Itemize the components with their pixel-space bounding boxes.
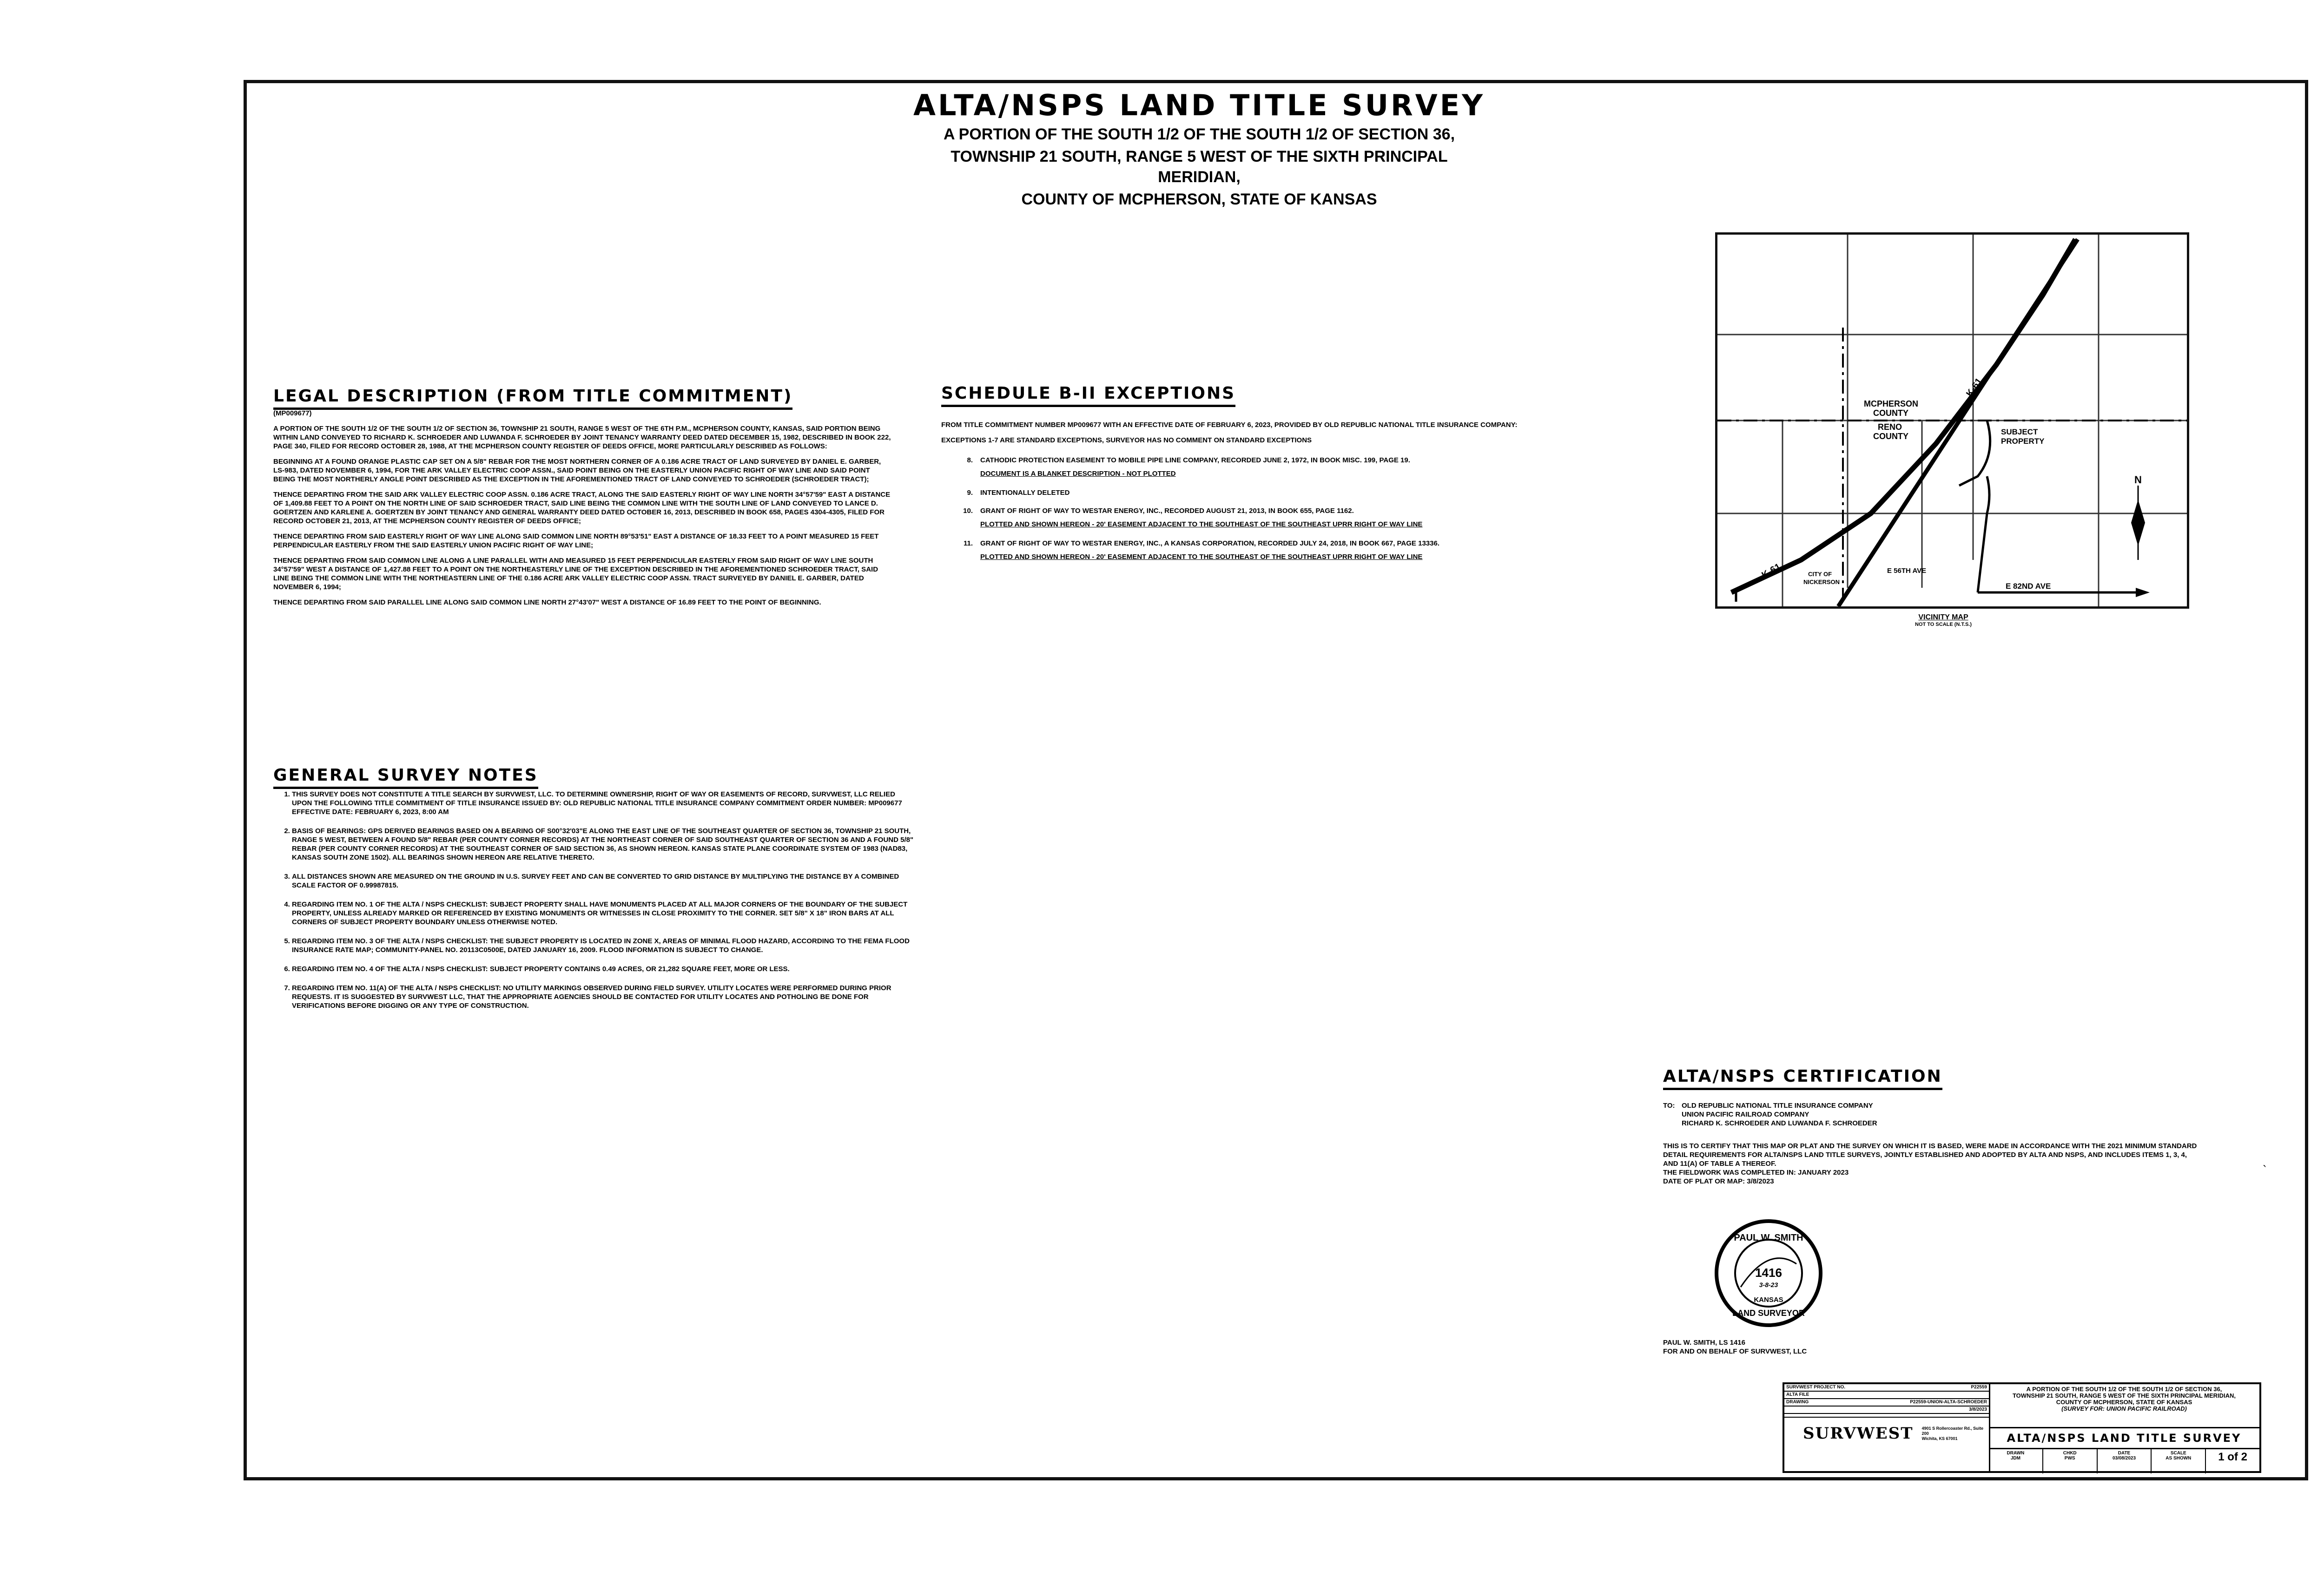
exception-num: 10.	[963, 507, 973, 515]
surveyor-seal	[1713, 1217, 1824, 1329]
exception-num: 11.	[963, 539, 973, 547]
company-address: 4901 S Rollercoaster Rd., Suite 200 Wichita, KS 67001	[1921, 1426, 1984, 1441]
legal-paragraph: BEGINNING AT A FOUND ORANGE PLASTIC CAP SET ON A 5/8" REBAR FOR THE MOST NORTHERN CORNER OF A 0.186 ACRE TRACT OF LAND SURVEYED BY DANIEL E. GARBER, LS-983, DATED NOVEMBER 6, 1994, FOR THE ARK VALLEY ELECTRIC COOP ASSN., SAID POINT BEING ON THE EASTERLY UNION PACIFIC RIGHT OF WAY LINE AND SAID POINT BEING THE MOST NORTHERLY ANGLE POINT DESCRIBED AS THE EXCEPTION IN THE AFOREMENTIONED TRACT OF LAND CONVEYED TO SCHROEDER (SCHROEDER TRACT);	[273, 458, 881, 483]
note-item: 4. REGARDING ITEM NO. 1 OF THE ALTA / NSPS CHECKLIST: SUBJECT PROPERTY SHALL HAVE MONUMENTS PLACED AT ALL MAJOR CORNERS OF THE BOUNDARY OF THE SUBJECT PROPERTY, UNLESS ALREADY MARKED OR REFERENCED BY EXISTING MONUMENTS OR WITNESSES IN CLOSE PROXIMITY TO THE CORNER. SET 5/8" X 18" IRON BARS AT ALL CORNERS OF SUBJECT PROPERTY BOUNDARY UNLESS OTHERWISE NOTED.	[292, 900, 915, 927]
map-label-k61-south: K-61	[1760, 561, 1783, 581]
tb-scale	[2152, 1449, 2206, 1473]
legal-description	[273, 409, 891, 613]
note-item: 5. REGARDING ITEM NO. 3 OF THE ALTA / NSPS CHECKLIST: THE SUBJECT PROPERTY IS LOCATED IN ZONE X, AREAS OF MINIMAL FLOOD HAZARD, ACCORDING TO THE FEMA FLOOD INSURANCE RATE MAP; COMMUNITY-PANEL NO. 20113C0500E, DATED JANUARY 16, 2009. FLOOD INFORMATION IS SUBJECT TO CHANGE.	[292, 937, 915, 954]
map-label-82nd: E 82ND AVE	[2006, 582, 2051, 591]
schedule-heading: SCHEDULE B-II EXCEPTIONS	[941, 384, 1235, 407]
tb-description	[1989, 1384, 2259, 1428]
seal-date: 3-8-23	[1759, 1281, 1778, 1288]
cert-to-label: TO:	[1663, 1102, 1675, 1110]
north-arrow-icon	[2131, 486, 2145, 560]
tb-title: ALTA/NSPS LAND TITLE SURVEY	[1989, 1428, 2259, 1449]
stray-mark: `	[2263, 1163, 2267, 1177]
tb-row4-value: 3/8/2023	[1969, 1407, 1987, 1412]
title-block-right	[1989, 1384, 2259, 1471]
legal-paragraph: THENCE DEPARTING FROM THE SAID ARK VALLEY ELECTRIC COOP ASSN. 0.186 ACRE TRACT, ALONG THE SAID EASTERLY RIGHT OF WAY LINE NORTH 34°57'59" EAST A DISTANCE OF 1,409.88 FEET TO A POINT ON THE NORTH LINE OF SAID SCHROEDER TRACT, SAID LINE BEING THE COMMON LINE WITH THE SOUTH LINE OF LAND CONVEYED TO LANCE D. GOERTZEN AND KARLENE A. GOERTZEN BY JOINT TENANCY AND GENERAL WARRANTY DEED DATED OCTOBER 16, 2013, DESCRIBED IN BOOK 658, PAGES 4304-4305, FILED FOR RECORD OCTOBER 21, 2013, AT THE MCPHERSON COUNTY REGISTER OF DEEDS OFFICE;	[273, 491, 891, 525]
tb-drawn	[1989, 1449, 2043, 1473]
note-item: 6. REGARDING ITEM NO. 4 OF THE ALTA / NSPS CHECKLIST: SUBJECT PROPERTY CONTAINS 0.49 ACRES, OR 21,282 SQUARE FEET, MORE OR LESS.	[292, 965, 915, 973]
tb-desc-line: A PORTION OF THE SOUTH 1/2 OF THE SOUTH 1/2 OF SECTION 36,	[2026, 1386, 2222, 1393]
company-name: SURVWEST	[1803, 1424, 1914, 1443]
certification-heading: ALTA/NSPS CERTIFICATION	[1663, 1067, 1942, 1090]
tb-scale-label: SCALE	[2170, 1451, 2186, 1456]
cert-recipient: RICHARD K. SCHROEDER AND LUWANDA F. SCHROEDER	[1682, 1119, 1877, 1127]
vicinity-map-scale: NOT TO SCALE (N.T.S.)	[1915, 622, 1972, 627]
tb-file-label: ALTA FILE	[1786, 1392, 1809, 1397]
cert-recipient: OLD REPUBLIC NATIONAL TITLE INSURANCE COMPANY	[1682, 1102, 1873, 1110]
map-label-k61: K-61	[1964, 376, 1984, 399]
exception-note: DOCUMENT IS A BLANKET DESCRIPTION - NOT PLOTTED	[980, 470, 1176, 478]
tb-drawing-value: P22559-UNION-ALTA-SCHROEDER	[1910, 1400, 1987, 1405]
exception-text: GRANT OF RIGHT OF WAY TO WESTAR ENERGY, INC., RECORDED AUGUST 21, 2013, IN BOOK 655, PAGE 1162.	[980, 507, 1354, 515]
tb-date-value: 03/08/2023	[2112, 1456, 2136, 1461]
note-item: 7. REGARDING ITEM NO. 11(A) OF THE ALTA / NSPS CHECKLIST: NO UTILITY MARKINGS OBSERVED DURING FIELD SURVEY. UTILITY LOCATES WERE PERFORMED DURING PRIOR REQUESTS. IT IS SUGGESTED BY SURVWEST LLC, THAT THE APPROPRIATE AGENCIES SHOULD BE CONTACTED FOR UTILITY LOCATES AND POTHOLING BE DONE FOR VERIFICATIONS BEFORE DIGGING OR ANY TYPE OF CONSTRUCTION.	[292, 984, 915, 1010]
exception-note: PLOTTED AND SHOWN HEREON - 20' EASEMENT ADJACENT TO THE SOUTHEAST OF THE SOUTHEAST UPRR RIGHT OF WAY LINE	[980, 553, 1423, 561]
map-label-property: PROPERTY	[2001, 437, 2045, 446]
seal-name: PAUL W. SMITH	[1734, 1233, 1803, 1243]
legal-paragraph: THENCE DEPARTING FROM SAID PARALLEL LINE ALONG SAID COMMON LINE NORTH 27°43'07" WEST A DISTANCE OF 16.89 FEET TO THE POINT OF BEGINNING.	[273, 598, 821, 606]
map-label-city: CITY OF	[1808, 571, 1832, 578]
legal-paragraph: A PORTION OF THE SOUTH 1/2 OF THE SOUTH 1/2 OF SECTION 36, TOWNSHIP 21 SOUTH, RANGE 5 WEST OF THE 6TH P.M., MCPHERSON COUNTY, KANSAS, SAID PORTION BEING WITHIN LAND CONVEYED TO RICHARD K. SCHROEDER AND LUWANDA F. SCHROEDER BY JOINT TENANCY WARRANTY DEED DATED DECEMBER 15, 1982, DESCRIBED IN BOOK 222, PAGE 340, FILED FOR RECORD OCTOBER 28, 1988, AT THE MCPHERSON COUNTY REGISTER OF DEEDS OFFICE, MORE PARTICULARLY DESCRIBED AS FOLLOWS:	[273, 425, 891, 450]
schedule-standard: EXCEPTIONS 1-7 ARE STANDARD EXCEPTIONS, SURVEYOR HAS NO COMMENT ON STANDARD EXCEPTIONS	[941, 436, 1312, 444]
exception-num: 8.	[967, 456, 973, 464]
tb-drawn-value: JDM	[2010, 1456, 2020, 1461]
tb-sheet: 1 of 2	[2218, 1451, 2247, 1463]
general-notes-heading: GENERAL SURVEY NOTES	[273, 766, 538, 789]
title-block	[1783, 1382, 2261, 1473]
tb-drawing-label: DRAWING	[1786, 1400, 1809, 1405]
map-label-county: COUNTY	[1873, 408, 1908, 418]
tb-desc-line: (SURVEY FOR: UNION PACIFIC RAILROAD)	[2061, 1405, 2187, 1412]
signer-company: FOR AND ON BEHALF OF SURVWEST, LLC	[1663, 1348, 1807, 1355]
title-subline-1: A PORTION OF THE SOUTH 1/2 OF THE SOUTH 1/2 OF SECTION 36,	[943, 125, 1455, 143]
certification	[1663, 1101, 2198, 1186]
map-label-mcpherson: MCPHERSON	[1864, 399, 1919, 408]
tb-checked-label: CHKD	[2063, 1451, 2077, 1456]
tb-checked	[2043, 1449, 2098, 1473]
tb-scale-value: AS SHOWN	[2166, 1456, 2192, 1461]
tb-desc-line: TOWNSHIP 21 SOUTH, RANGE 5 WEST OF THE SIXTH PRINCIPAL MERIDIAN,	[2012, 1392, 2236, 1399]
exception-num: 9.	[967, 489, 973, 497]
tb-desc-line: COUNTY OF MCPHERSON, STATE OF KANSAS	[2056, 1399, 2192, 1406]
seal-number: 1416	[1755, 1266, 1782, 1280]
map-label-56th: E 56TH AVE	[1887, 567, 1927, 575]
survey-title-block	[911, 88, 1487, 210]
vicinity-map-title: VICINITY MAP	[1918, 613, 1968, 621]
map-label-nickerson: NICKERSON	[1803, 578, 1840, 585]
tb-date-label: DATE	[2118, 1451, 2131, 1456]
signature-block	[1663, 1338, 1807, 1356]
north-label: N	[2134, 474, 2142, 486]
cert-recipient: UNION PACIFIC RAILROAD COMPANY	[1682, 1111, 1809, 1118]
page-title: ALTA/NSPS LAND TITLE SURVEY	[913, 88, 1486, 122]
exception-text: INTENTIONALLY DELETED	[980, 489, 1070, 497]
title-subline-2: TOWNSHIP 21 SOUTH, RANGE 5 WEST OF THE SIXTH PRINCIPAL MERIDIAN,	[951, 148, 1448, 186]
schedule-exceptions	[941, 421, 1559, 572]
company-logo	[1784, 1417, 1989, 1449]
map-label-reno: RENO	[1878, 422, 1902, 432]
legal-paragraph: THENCE DEPARTING FROM SAID EASTERLY RIGHT OF WAY LINE ALONG SAID COMMON LINE NORTH 89°53'51" EAST A DISTANCE OF 18.33 FEET TO A POINT MEASURED 15 FEET PERPENDICULAR EASTERLY FROM THE SAID EASTERLY UNION PACIFIC RIGHT OF WAY LINE;	[273, 532, 879, 549]
cert-body: THIS IS TO CERTIFY THAT THIS MAP OR PLAT AND THE SURVEY ON WHICH IT IS BASED, WERE MADE IN ACCORDANCE WITH THE 2021 MINIMUM STANDARD DETAIL REQUIREMENTS FOR ALTA/NSPS LAND TITLE SURVEYS, JOINTLY ESTABLISHED AND ADOPTED BY ALTA AND NSPS, AND INCLUDES ITEMS 1, 3, 4, AND 11(A) OF TABLE A THEREOF.	[1663, 1142, 2197, 1168]
exception-note: PLOTTED AND SHOWN HEREON - 20' EASEMENT ADJACENT TO THE SOUTHEAST OF THE SOUTHEAST UPRR RIGHT OF WAY LINE	[980, 520, 1423, 528]
tb-info-grid	[1989, 1449, 2259, 1473]
tb-date	[2098, 1449, 2152, 1473]
map-label-reno-county: COUNTY	[1873, 432, 1908, 441]
title-block-left	[1784, 1384, 1990, 1471]
note-item: 3. ALL DISTANCES SHOWN ARE MEASURED ON THE GROUND IN U.S. SURVEY FEET AND CAN BE CONVERTED TO GRID DISTANCE BY MULTIPLYING THE DISTANCE BY A COMBINED SCALE FACTOR OF 0.99987815.	[292, 872, 915, 890]
general-notes	[273, 790, 915, 1020]
tb-drawn-label: DRAWN	[2007, 1451, 2025, 1456]
tb-project-label: SURVWEST PROJECT NO.	[1786, 1385, 1846, 1390]
legal-ref: (MP009677)	[273, 409, 312, 417]
vicinity-map-drawing	[1717, 235, 2187, 606]
schedule-intro: FROM TITLE COMMITMENT NUMBER MP009677 WITH AN EFFECTIVE DATE OF FEBRUARY 6, 2023, PROVIDED BY OLD REPUBLIC NATIONAL TITLE INSURANCE COMPANY:	[941, 421, 1518, 429]
note-item: 2. BASIS OF BEARINGS: GPS DERIVED BEARINGS BASED ON A BEARING OF S00°32'03"E ALONG THE EAST LINE OF THE SOUTHEAST QUARTER OF SECTION 36, TOWNSHIP 21 SOUTH, RANGE 5 WEST, BETWEEN A FOUND 5/8" REBAR (PER COUNTY CORNER RECORDS) AT THE NORTHEAST CORNER OF SAID SOUTHEAST QUARTER OF SECTION 36 AND A FOUND 5/8" REBAR (PER COUNTY CORNER RECORDS) AT THE SOUTHEAST CORNER OF SAID SECTION 36, AS SHOWN HEREON. KANSAS STATE PLANE COORDINATE SYSTEM OF 1983 (NAD83, KANSAS SOUTH ZONE 1502). ALL BEARINGS SHOWN HEREON ARE RELATIVE THERETO.	[292, 827, 915, 862]
cert-date: DATE OF PLAT OR MAP: 3/8/2023	[1663, 1177, 1774, 1185]
seal-title: LAND SURVEYOR	[1732, 1308, 1805, 1318]
vicinity-map-caption	[1915, 613, 1972, 627]
seal-state: KANSAS	[1754, 1296, 1783, 1304]
signer-name: PAUL W. SMITH, LS 1416	[1663, 1339, 1745, 1347]
note-item: 1. THIS SURVEY DOES NOT CONSTITUTE A TITLE SEARCH BY SURVWEST, LLC. TO DETERMINE OWNERSHIP, RIGHT OF WAY OR EASEMENTS OF RECORD, SURVWEST, LLC RELIED UPON THE FOLLOWING TITLE COMMITMENT OF TITLE INSURANCE ISSUED BY: OLD REPUBLIC NATIONAL TITLE INSURANCE COMPANY COMMITMENT ORDER NUMBER: MP009677 EFFECTIVE DATE: FEBRUARY 6, 2023, 8:00 AM	[292, 790, 915, 816]
legal-description-heading: LEGAL DESCRIPTION (FROM TITLE COMMITMENT)	[273, 387, 792, 410]
tb-project-value: P22559	[1971, 1385, 1987, 1390]
exception-text: CATHODIC PROTECTION EASEMENT TO MOBILE PIPE LINE COMPANY, RECORDED JUNE 2, 1972, IN BOOK MISC. 199, PAGE 19.	[980, 456, 1410, 464]
exception-text: GRANT OF RIGHT OF WAY TO WESTAR ENERGY, INC., A KANSAS CORPORATION, RECORDED JULY 24, 2018, IN BOOK 667, PAGE 13336.	[980, 539, 1439, 547]
map-label-subject: SUBJECT	[2001, 427, 2038, 436]
title-subline-3: COUNTY OF MCPHERSON, STATE OF KANSAS	[1021, 191, 1377, 208]
legal-paragraph: THENCE DEPARTING FROM SAID COMMON LINE ALONG A LINE PARALLEL WITH AND MEASURED 15 FEET PERPENDICULAR EASTERLY FROM SAID RIGHT OF WAY LINE SOUTH 34°57'59" WEST A DISTANCE OF 1,427.88 FEET TO A POINT ON THE NORTHEASTERLY LINE OF THE EXCEPTION DESCRIBED IN THE AFOREMENTIONED SCHROEDER TRACT, SAID LINE BEING THE COMMON LINE WITH THE NORTHEASTERN LINE OF THE 0.186 ACRE ARK VALLEY ELECTRIC COOP ASSN. TRACT SURVEYED BY DANIEL E. GARBER, DATED NOVEMBER 6, 1994;	[273, 557, 878, 591]
tb-checked-value: PWS	[2064, 1456, 2075, 1461]
vicinity-map	[1715, 232, 2189, 609]
cert-fieldwork: THE FIELDWORK WAS COMPLETED IN: JANUARY 2023	[1663, 1169, 1849, 1177]
